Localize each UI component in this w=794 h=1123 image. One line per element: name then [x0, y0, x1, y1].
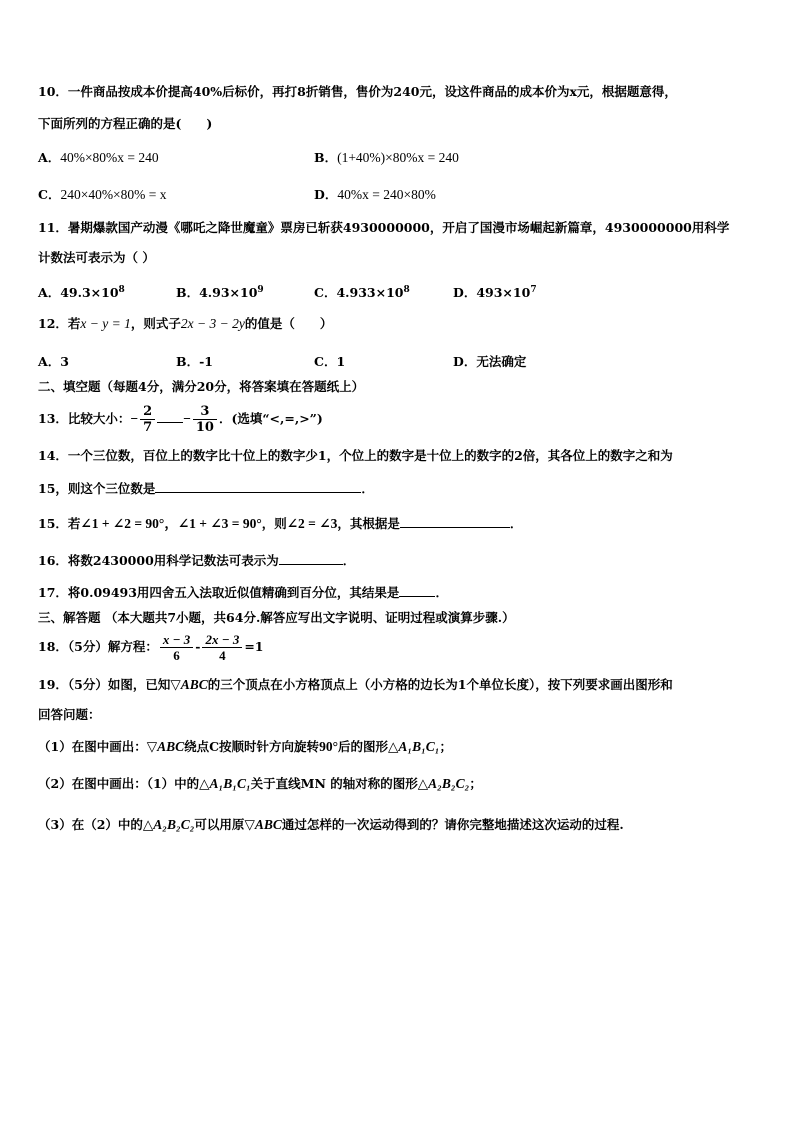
q10-option-b: B．(1+40%)×80%x = 240 — [314, 150, 459, 165]
q13-stem: 13．比较大小：− $\frac{2}{7}$ − $\frac{3}{10}$ ．(选填“<,=,>”) — [38, 404, 323, 435]
q10-option-d: D．40%x = 240×80% — [314, 187, 436, 202]
q12-option-c: C．1 — [314, 354, 346, 369]
q12-option-a: A．3 — [38, 354, 69, 369]
q10-option-c: C．240×40%×80% = x — [38, 187, 167, 202]
q12-stem: 12．若x − y = 1，则式子2x − 3 − 2y的值是（ ） — [38, 316, 333, 331]
q18-stem: 18．（5分）解方程： $\frac{x - 3}{6}$ - $\frac{2x - 3}{4}$ =1 — [38, 632, 264, 663]
q13-fraction-2: $\frac{3}{10}$ — [193, 404, 217, 435]
q19-part3: （3）在（2）中的△A₂B₂C₂可以用原▽ABC通过怎样的一次运动得到的？请你完整地描述这次运动的过程. — [38, 817, 624, 832]
q10-stem-line1: 10．一件商品按成本价提高40%后标价，再打8折销售，售价为240元，设这件商品的成本价为x元，根据题意得， — [38, 84, 677, 99]
q19-stem-line2: 回答问题： — [38, 707, 101, 722]
q10-stem-line2: 下面所列的方程正确的是( ) — [38, 116, 213, 131]
q11-option-a: A．$49.3\times 10^8$ — [38, 285, 125, 301]
q13-answer-blank[interactable] — [157, 410, 183, 423]
q15-answer-blank[interactable] — [400, 515, 510, 528]
q11-option-d: D．$493\times 10^7$ — [453, 285, 537, 301]
q18-fraction-2: $\frac{2x - 3}{4}$ — [202, 632, 242, 663]
q14-stem-line1: 14．一个三位数，百位上的数字比十位上的数字少1，个位上的数字是十位上的数字的2倍，其各位上的数字之和为 — [38, 448, 673, 463]
q11-stem-line1: 11．暑期爆款国产动漫《哪吒之降世魔童》票房已斩获4930000000，开启了国漫市场崛起新篇章，4930000000用科学 — [38, 220, 730, 235]
q11-stem-line2: 计数法可表示为（ ） — [38, 250, 155, 265]
q17-answer-blank[interactable] — [399, 584, 435, 597]
q19-part2: （2）在图中画出：（1）中的△A₁B₁C₁关于直线MN 的轴对称的图形△A₂B₂C₂； — [38, 776, 482, 791]
q11-option-c: C．$4.933\times 10^8$ — [314, 285, 410, 301]
q16-stem: 16．将数2430000用科学记数法可表示为 ． — [38, 553, 356, 568]
section-solve-heading: 三、解答题 （本大题共7小题，共64分.解答应写出文字说明、证明过程或演算步骤.） — [38, 610, 515, 625]
section-fill-in-heading: 二、填空题（每题4分，满分20分，将答案填在答题纸上） — [38, 379, 365, 394]
q11-option-b: B．$4.93\times 10^9$ — [176, 285, 264, 301]
q12-option-b: B．-1 — [176, 354, 213, 369]
q16-answer-blank[interactable] — [279, 552, 343, 565]
q10-option-a: A．40%×80%x = 240 — [38, 150, 159, 165]
q17-stem: 17．将0.09493用四舍五入法取近似值精确到百分位，其结果是 ． — [38, 585, 448, 600]
q19-stem-line1: 19．（5分）如图，已知▽ABC的三个顶点在小方格顶点上（小方格的边长为1个单位长度），按下列要求画出图形和 — [38, 677, 673, 692]
q19-part1: （1）在图中画出：▽ABC绕点C按顺时针方向旋转90°后的图形△A₁B₁C₁； — [38, 739, 453, 754]
q18-fraction-1: $\frac{x - 3}{6}$ — [160, 632, 193, 663]
q14-stem-line2: 15，则这个三位数是 ． — [38, 481, 374, 496]
q14-answer-blank[interactable] — [155, 480, 361, 493]
q13-fraction-1: $\frac{2}{7}$ — [140, 404, 155, 435]
q12-option-d: D．无法确定 — [453, 354, 527, 369]
q15-stem: 15．若∠1 + ∠2 = 90°，∠1 + ∠3 = 90°，则∠2 = ∠3，其根据是 ． — [38, 516, 523, 531]
